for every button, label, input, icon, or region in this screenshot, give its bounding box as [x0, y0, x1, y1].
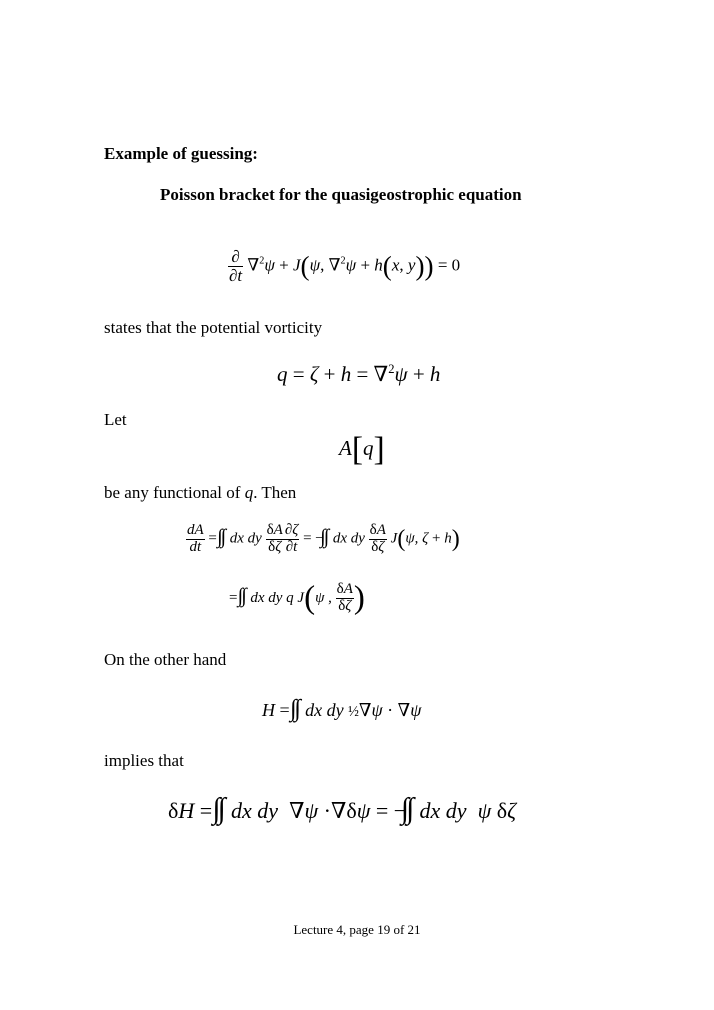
equation-qg: $\frac{\partial}{\partial t}$ ∇$^2$ψ + J(ψ, ∇$^2$ψ + h(x, y)) = 0	[229, 247, 461, 285]
text-let: Let	[104, 410, 127, 429]
equation-dadt-line2: = dx dy q J(ψ , $\frac{\delta A}{\delta\zeta}$ )	[229, 580, 365, 616]
text-implies: implies that	[104, 751, 184, 770]
text-functional-post: . Then	[253, 483, 297, 502]
text-functional	[104, 483, 296, 503]
text-functional-pre: be any functional of	[104, 483, 245, 502]
page-footer: Lecture 4, page 19 of 21	[293, 922, 421, 937]
equation-functional: A[q]	[339, 431, 385, 468]
text-other-hand: On the other hand	[104, 650, 227, 669]
text-states: states that the potential vorticity	[104, 318, 323, 337]
equation-delta-h: δH = dx dy ∇ψ ·∇δψ = − dx dy ψ δζ	[168, 798, 517, 823]
equation-potential-vorticity: q = ζ + h = ∇$^2$ψ + h	[277, 362, 441, 386]
section-subheading: Poisson bracket for the quasigeostrophic equation	[160, 185, 522, 204]
equation-dadt-line1: $\frac{dA}{dt}$ = dx dy $\frac{\delta A}{\delta\zeta}$ $\frac{\partial\zeta}{\partial t}$ = − dx dy $\frac{\delta A}{\delta\zeta}$ J(ψ, ζ + h)	[187, 522, 460, 555]
text-functional-var: q	[244, 483, 254, 502]
equation-hamiltonian: H = dx dy ½∇ψ · ∇ψ	[262, 700, 422, 720]
section-heading: Example of guessing:	[104, 144, 258, 163]
